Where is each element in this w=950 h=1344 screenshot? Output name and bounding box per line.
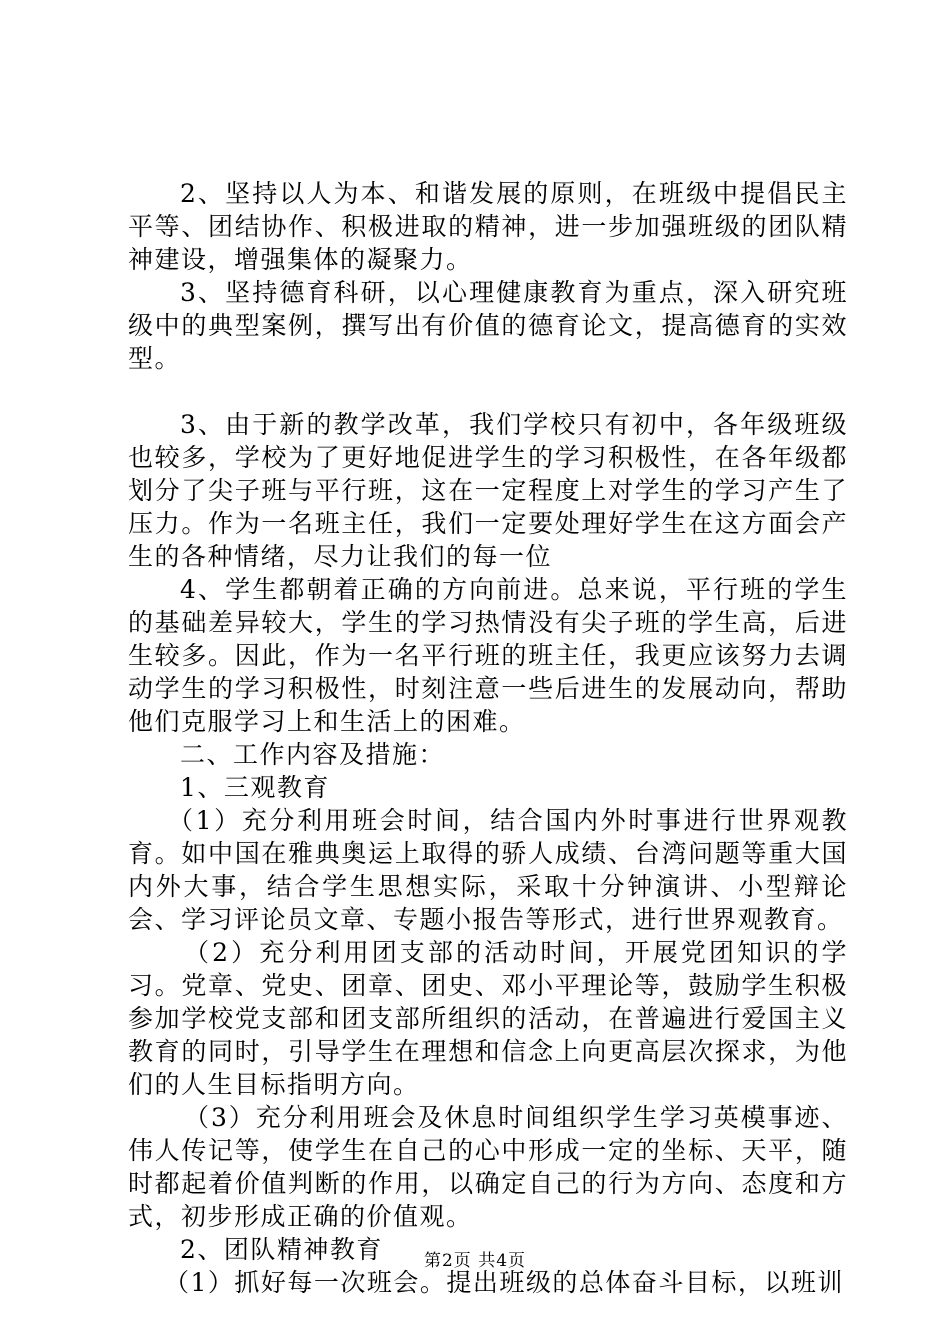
paragraph-students-4: 4、学生都朝着正确的方向前进。总来说，平行班的学生的基础差异较大，学生的学习热情没有尖子班的学生高，后进生较多。因此，作为一名平行班的班主任，我更应该努力去调动学生的学习积极性，时刻注意一些后进生的发展动向，帮助他们克服学习上和生活上的困难。	[128, 575, 848, 736]
paragraph-item-1: （1）充分利用班会时间，结合国内外时事进行世界观教育。如中国在雅典奥运上取得的骄人成绩、台湾问题等重大国内外大事，结合学生思想实际，采取十分钟演讲、小型辩论会、学习评论员文章、专题小报告等形式，进行世界观教育。	[128, 806, 848, 934]
paragraph-item-3: （3）充分利用班会及休息时间组织学生学习英模事迹、伟人传记等，使学生在自己的心中形成一定的坐标、天平，随时都起着价值判断的作用，以确定自己的行为方向、态度和方式，初步形成正确的价值观。	[128, 1103, 848, 1231]
document-body	[128, 177, 848, 1299]
page-footer: 第2页 共4页	[423, 1251, 527, 1271]
section-heading-work-content: 二、工作内容及措施：	[180, 740, 446, 769]
paragraph-reform-3: 3、由于新的教学改革，我们学校只有初中，各年级班级也较多，学校为了更好地促进学生的学习积极性，在各年级都划分了尖子班与平行班，这在一定程度上对学生的学习产生了压力。作为一名班主任，我们一定要处理好学生在这方面会产生的各种情绪，尽力让我们的每一位	[128, 410, 848, 571]
subheading-team-spirit: 2、团队精神教育	[180, 1235, 383, 1264]
paragraph-principle-2: 2、坚持以人为本、和谐发展的原则，在班级中提倡民主平等、团结协作、积极进取的精神，进一步加强班级的团队精神建设，增强集体的凝聚力。	[128, 179, 848, 274]
subheading-three-views: 1、三观教育	[180, 773, 330, 802]
paragraph-team-item-1: （1）抓好每一次班会。提出班级的总体奋斗目标，以班训	[164, 1268, 844, 1297]
paragraph-principle-3: 3、坚持德育科研，以心理健康教育为重点，深入研究班级中的典型案例，撰写出有价值的德育论文，提高德育的实效型。	[128, 278, 848, 373]
paragraph-item-2: （2）充分利用团支部的活动时间，开展党团知识的学习。党章、党史、团章、团史、邓小平理论等，鼓励学生积极参加学校党支部和团支部所组织的活动，在普遍进行爱国主义教育的同时，引导学生在理想和信念上向更高层次探求，为他们的人生目标指明方向。	[128, 938, 848, 1099]
paragraph-gap	[128, 375, 848, 408]
